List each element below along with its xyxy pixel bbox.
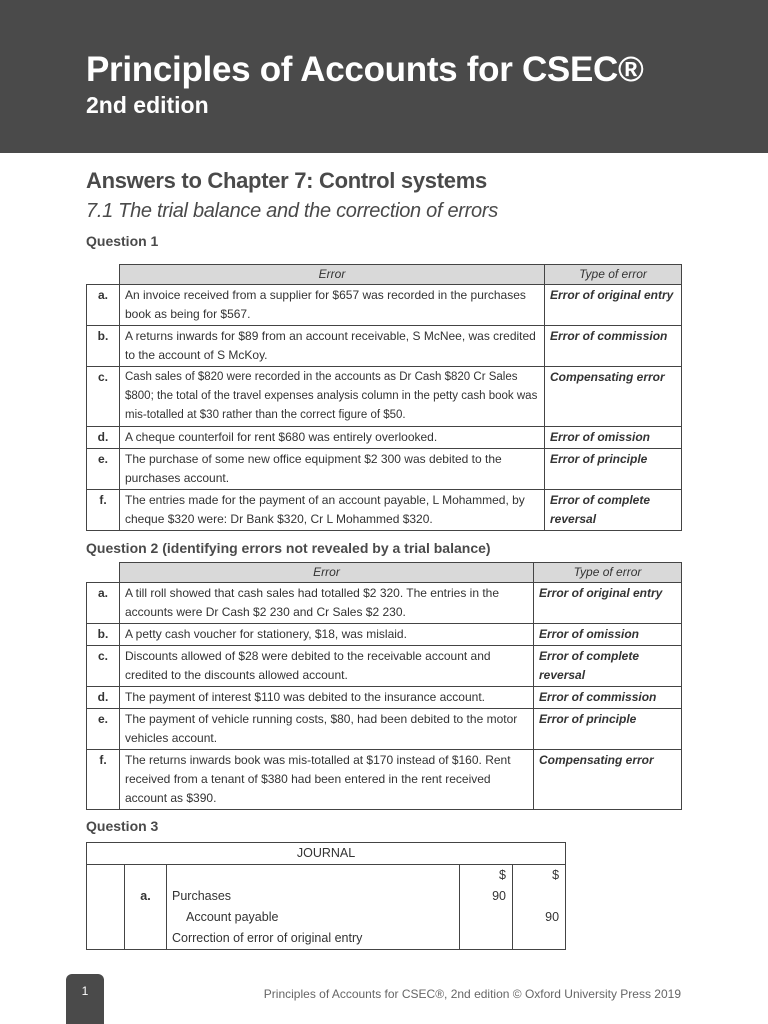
table-header-row	[87, 563, 682, 583]
row-letter: c.	[87, 646, 120, 687]
journal-title-row	[87, 843, 566, 865]
question-1-heading: Question 1	[86, 233, 159, 249]
journal-title: JOURNAL	[87, 843, 566, 865]
error-type: Error of principle	[534, 709, 682, 750]
row-letter: e.	[87, 709, 120, 750]
section-title: 7.1 The trial balance and the correction of errors	[86, 200, 498, 222]
entry-letter: a.	[125, 886, 167, 907]
journal-cell	[125, 907, 167, 928]
error-description: The returns inwards book was mis-totalled at $170 instead of $160. Rent received from a tenant of $380 had been entered in the rent received account as $390.	[120, 750, 534, 810]
table-row	[87, 624, 682, 646]
journal-row	[87, 907, 566, 928]
book-title: Principles of Accounts for CSEC®	[86, 50, 644, 89]
row-letter: b.	[87, 624, 120, 646]
row-letter: f.	[87, 750, 120, 810]
page-number: 1	[81, 984, 89, 998]
journal-cell	[167, 865, 460, 887]
table-row	[87, 687, 682, 709]
column-header-type: Type of error	[545, 265, 682, 285]
question-2-heading: Question 2 (identifying errors not revealed by a trial balance)	[86, 540, 491, 556]
error-type: Error of principle	[545, 449, 682, 490]
error-description: Cash sales of $820 were recorded in the accounts as Dr Cash $820 Cr Sales $800; the total of the travel expenses analysis column in the petty cash book was mis-totalled at $30 rather than the correct figure of $50.	[120, 367, 545, 427]
table-row	[87, 646, 682, 687]
table-row	[87, 367, 682, 427]
error-type: Error of omission	[534, 624, 682, 646]
journal-currency-row	[87, 865, 566, 887]
narration: Correction of error of original entry	[167, 928, 460, 950]
question-3-heading: Question 3	[86, 818, 159, 834]
column-header-type: Type of error	[534, 563, 682, 583]
error-type: Error of commission	[534, 687, 682, 709]
journal-cell	[125, 928, 167, 950]
footer-copyright: Principles of Accounts for CSEC®, 2nd edition © Oxford University Press 2019	[263, 987, 681, 1001]
chapter-title: Answers to Chapter 7: Control systems	[86, 168, 487, 193]
error-type: Error of original entry	[534, 583, 682, 624]
error-description: A returns inwards for $89 from an account receivable, S McNee, was credited to the account of S McKoy.	[120, 326, 545, 367]
error-type: Error of complete reversal	[534, 646, 682, 687]
journal-cell	[87, 886, 125, 907]
table-row	[87, 709, 682, 750]
row-letter: c.	[87, 367, 120, 427]
question-1-table	[86, 264, 682, 531]
table-row	[87, 285, 682, 326]
error-type: Error of original entry	[545, 285, 682, 326]
book-edition: 2nd edition	[86, 92, 209, 118]
table-row	[87, 490, 682, 531]
journal-cell	[125, 865, 167, 887]
error-type: Compensating error	[545, 367, 682, 427]
error-type: Error of complete reversal	[545, 490, 682, 531]
credit-amount: 90	[513, 907, 566, 928]
debit-amount: 90	[460, 886, 513, 907]
journal-row	[87, 886, 566, 907]
error-description: A till roll showed that cash sales had totalled $2 320. The entries in the accounts were Dr Cash $2 230 and Cr Sales $2 230.	[120, 583, 534, 624]
journal-cell	[87, 865, 125, 887]
row-letter: f.	[87, 490, 120, 531]
journal-cell	[460, 928, 513, 950]
error-description: A petty cash voucher for stationery, $18, was mislaid.	[120, 624, 534, 646]
journal-cell	[87, 928, 125, 950]
error-description: An invoice received from a supplier for $657 was recorded in the purchases book as being for $567.	[120, 285, 545, 326]
journal-table	[86, 842, 566, 950]
error-description: Discounts allowed of $28 were debited to the receivable account and credited to the discounts allowed account.	[120, 646, 534, 687]
table-row	[87, 449, 682, 490]
row-letter: a.	[87, 583, 120, 624]
header-corner	[87, 563, 120, 583]
page-number-tab	[66, 974, 104, 1024]
error-type: Compensating error	[534, 750, 682, 810]
row-letter: e.	[87, 449, 120, 490]
credit-amount-empty	[513, 886, 566, 907]
header-band	[0, 0, 768, 153]
journal-cell	[87, 907, 125, 928]
table-row	[87, 427, 682, 449]
error-description: The purchase of some new office equipment $2 300 was debited to the purchases account.	[120, 449, 545, 490]
debit-amount-empty	[460, 907, 513, 928]
error-type: Error of omission	[545, 427, 682, 449]
header-corner	[87, 265, 120, 285]
table-row	[87, 750, 682, 810]
row-letter: b.	[87, 326, 120, 367]
row-letter: a.	[87, 285, 120, 326]
error-description: The entries made for the payment of an account payable, L Mohammed, by cheque $320 were: Dr Bank $320, Cr L Mohammed $320.	[120, 490, 545, 531]
error-type: Error of commission	[545, 326, 682, 367]
credit-account: Account payable	[167, 907, 460, 928]
error-description: The payment of vehicle running costs, $80, had been debited to the motor vehicles account.	[120, 709, 534, 750]
table-row	[87, 583, 682, 624]
column-header-error: Error	[120, 265, 545, 285]
table-row	[87, 326, 682, 367]
error-description: A cheque counterfoil for rent $680 was entirely overlooked.	[120, 427, 545, 449]
question-2-table	[86, 562, 682, 810]
debit-currency: $	[460, 865, 513, 887]
journal-row	[87, 928, 566, 950]
credit-currency: $	[513, 865, 566, 887]
row-letter: d.	[87, 687, 120, 709]
column-header-error: Error	[120, 563, 534, 583]
journal-cell	[513, 928, 566, 950]
error-description: The payment of interest $110 was debited to the insurance account.	[120, 687, 534, 709]
debit-account: Purchases	[167, 886, 460, 907]
table-header-row	[87, 265, 682, 285]
row-letter: d.	[87, 427, 120, 449]
